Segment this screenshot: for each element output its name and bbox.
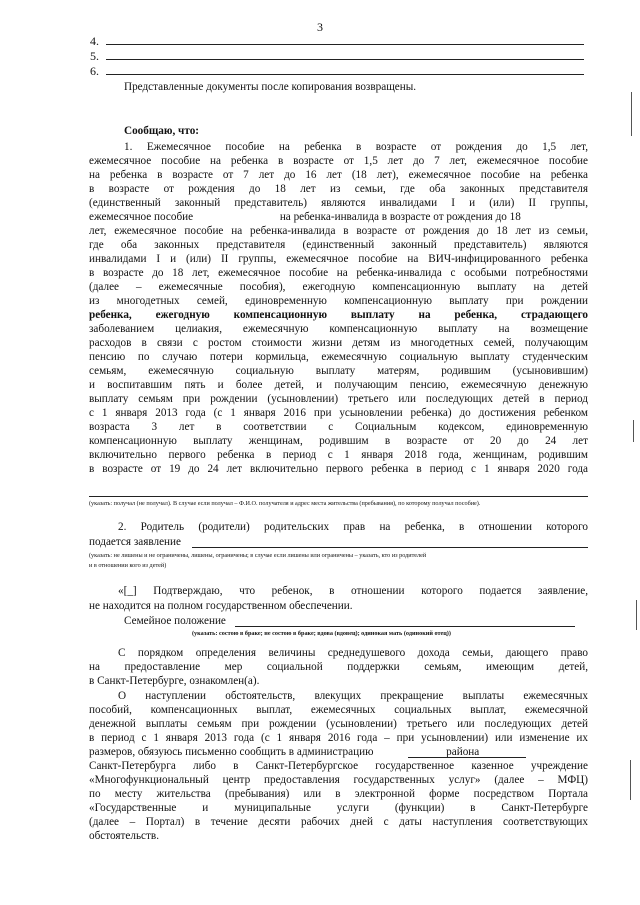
- notice-line: денежной выплаты семьям при рождении (усыновлении) третьего или последующих детей: [89, 718, 588, 730]
- para1-line: включительно первого ребенка в период с 1 января 2018 года, женщинам, родившим: [89, 449, 588, 461]
- list-item-number: 5.: [90, 49, 99, 63]
- blank-line: [106, 44, 584, 45]
- para1-line: компенсационную выплату женщинам, родившим в возрасте от 20 до 24 лет: [89, 435, 588, 447]
- fill-in-line: [192, 547, 588, 548]
- para1-line: выплату семьям при рождении (усыновлении) третьего или последующих детей в период: [89, 393, 588, 405]
- scan-margin-mark: [636, 600, 637, 630]
- notice-line: в период с 1 января 2013 года (с 1 января 2016 года – при усыновлении) или изменение их: [89, 732, 588, 744]
- list-item-number: 6.: [90, 64, 99, 78]
- family-status-hint: (указать: состою в браке; не состою в браке; вдова (вдовец); одинокая мать (одинокий отец)): [192, 630, 451, 637]
- para1-line: лет, ежемесячное пособие на ребенка-инвалида в возрасте от рождения до 18 лет из семьи,: [89, 225, 588, 237]
- para1-line: где оба законных представителя (единственный законный представитель) являются: [89, 239, 588, 251]
- family-status-label: Семейное положение: [124, 615, 226, 627]
- para2-line: подается заявление: [89, 536, 181, 548]
- notice-line: пособий, компенсационных выплат, ежемесячных социальных выплат, ежемесячной: [89, 704, 588, 716]
- notice-line: обстоятельств.: [89, 830, 159, 842]
- scan-margin-mark: [633, 420, 634, 442]
- notice-line: (далее – Портал) в течение десяти рабочих дней с даты наступления соответствующих: [89, 816, 588, 828]
- blank-line: [106, 59, 584, 60]
- para1-line: заболеванием целиакия, ежемесячную компенсационную выплату на возмещение: [89, 323, 588, 335]
- para1-line: пенсию по случаю потери кормильца, ежемесячную социальную выплату студенческим: [89, 351, 588, 363]
- para1-line: 1. Ежемесячное пособие на ребенка в возрасте от рождения до 1,5 лет,: [124, 141, 588, 153]
- notice-line: «Многофункциональный центр предоставления государственных услуг» (далее – МФЦ): [89, 774, 588, 786]
- para1-line: ребенка, ежегодную компенсационную выплату на ребенка, страдающего: [89, 309, 588, 321]
- inform-heading: Сообщаю, что:: [124, 125, 200, 137]
- family-status-field[interactable]: [235, 626, 575, 627]
- para1-line: в возрасте от рождения до 18 лет из семьи, где оба законных представителя: [89, 183, 588, 195]
- page-number: 3: [317, 20, 323, 34]
- list-item-number: 4.: [90, 34, 99, 48]
- notice-line: по месту жительства (пребывания) или в электронной форме посредством Портала: [89, 788, 588, 800]
- para1-line: и воспитавшим пять и более детей, и получающим пенсию, ежемесячную денежную: [89, 379, 588, 391]
- para1-line: (единственный законный представитель) являются инвалидами I и (или) II группы,: [89, 197, 588, 209]
- notice-line: размеров, обязуюсь письменно сообщить в администрацию района: [89, 746, 480, 758]
- para2-hint: (указать: не лишены и не ограничены, лишены, ограничены; в случае если лишены или ограничены – указать, кто из родителей: [89, 552, 427, 559]
- para1-line: с 1 января 2013 года (с 1 января 2016 при усыновлении ребенка) до достижения ребенком: [89, 407, 588, 419]
- list-item-5: [90, 49, 99, 64]
- scan-margin-mark: [630, 760, 631, 800]
- para1-line: в возрасте до 18 лет, ежемесячное пособие на ребенка-инвалида с особыми потребностями: [89, 267, 588, 279]
- para2-hint: и в отношении кого из детей): [89, 562, 167, 569]
- income-line: в Санкт-Петербурге, ознакомлен(а).: [89, 675, 260, 687]
- para1-line: ежемесячное пособие на ребенка в возрасте от 1,5 лет до 7 лет, ежемесячное пособие: [89, 155, 588, 167]
- para1-line: ежемесячное пособие на ребенка-инвалида в возрасте от рождения до 18: [89, 211, 521, 223]
- confirm-line: не находится на полном государственном обеспечении.: [89, 600, 353, 612]
- district-field[interactable]: [408, 757, 526, 758]
- para1-line: на ребенка в возрасте от 7 лет до 16 лет (18 лет), ежемесячное пособие на ребенка: [89, 169, 588, 181]
- notice-line: О наступлении обстоятельств, влекущих прекращение выплаты ежемесячных: [118, 690, 588, 702]
- notice-line: Санкт-Петербурга либо в Санкт-Петербургское государственное казенное учреждение: [89, 760, 588, 772]
- fill-in-line: [89, 496, 588, 497]
- blank-line: [106, 74, 584, 75]
- confirm-not-state-support-checkbox[interactable]: «[_] Подтверждаю, что ребенок, в отношении которого подается заявление,: [118, 585, 588, 597]
- para2-line: 2. Родитель (родители) родительских прав на ребенка, в отношении которого: [118, 521, 588, 533]
- para1-line: возраста 3 лет в соответствии с Социальным кодексом, единовременную: [89, 421, 588, 433]
- para1-line: семьям, ежемесячную социальную выплату матерям, родившим (усыновившим): [89, 365, 588, 377]
- received-hint: (указать: получал (не получал). В случае если получал – Ф.И.О. получателя и адрес места жительства (пребывания), по которому получал пособие).: [89, 500, 481, 507]
- income-line: на предоставление мер социальной поддержки семьям, имеющим детей,: [89, 661, 588, 673]
- para1-line: расходов в связи с ростом стоимости жизни детям из многодетных семей, получающим: [89, 337, 588, 349]
- documents-returned-note: Представленные документы после копирования возвращены.: [124, 81, 417, 93]
- para1-line: из многодетных семей, единовременную компенсационную выплату при рождении: [89, 295, 588, 307]
- scan-margin-mark: [631, 92, 632, 136]
- list-item-4: [90, 34, 99, 49]
- list-item-6: [90, 64, 99, 79]
- notice-line: «Государственные и муниципальные услуги (функции) в Санкт-Петербурге: [89, 802, 588, 814]
- para1-line: инвалидами I и (или) II группы, ежемесячное пособие на ВИЧ-инфицированного ребенка: [89, 253, 588, 265]
- para1-line: в возрасте от 19 до 24 лет включительно первого ребенка в период с 1 января 2020 года: [89, 463, 588, 475]
- income-line: С порядком определения величины среднедушевого дохода семьи, дающего право: [118, 647, 588, 659]
- para1-line: (далее – ежемесячные пособия), ежегодную компенсационную выплату на детей: [89, 281, 588, 293]
